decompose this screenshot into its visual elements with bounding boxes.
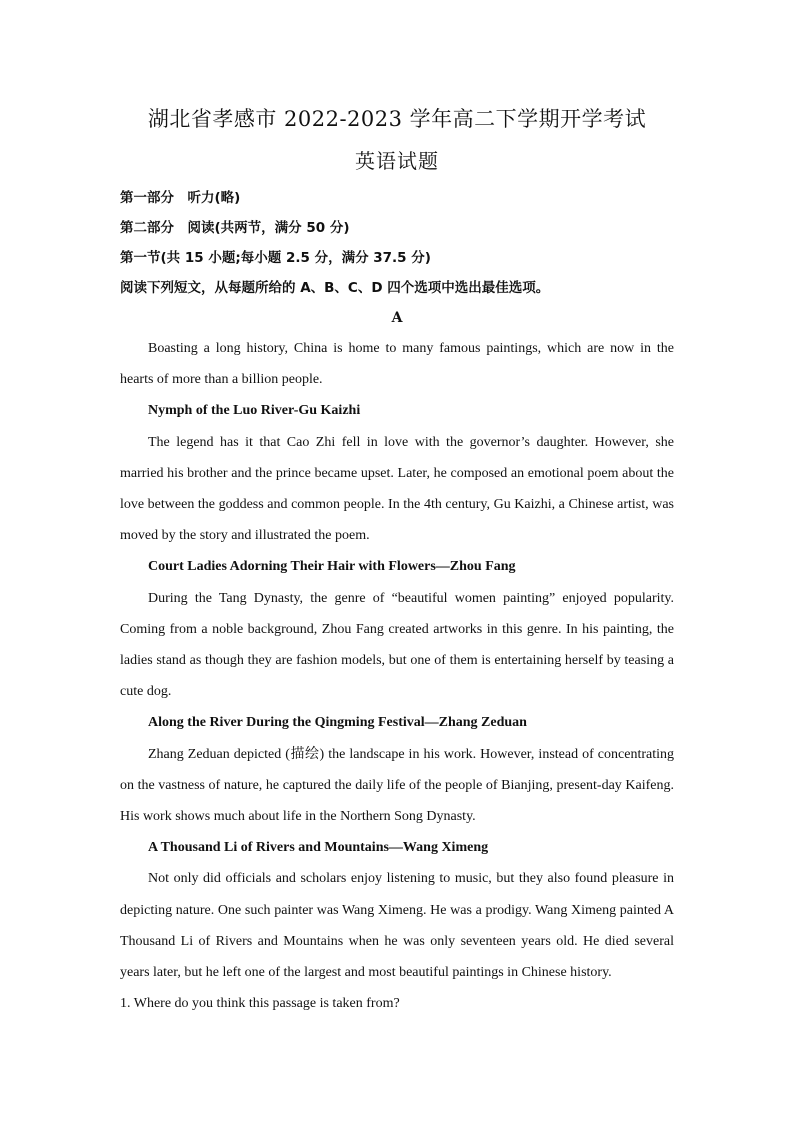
painting-heading: Court Ladies Adorning Their Hair with Flowers—Zhou Fang [148,559,516,575]
exam-subtitle: 英语试题 [355,149,439,173]
painting-description: The legend has it that Cao Zhi fell in love with the governor’s daughter. However, she married his brother and the prince became upset. Later, he composed an emotional poem about the love between the goddess and common people. In the 4th century, Gu Kaizhi, a Chinese artist, was moved by the story and illustrated the poem. [120,434,674,544]
painting-heading: Nymph of the Luo River-Gu Kaizhi [148,403,361,419]
painting-description: During the Tang Dynasty, the genre of “beautiful women painting” enjoyed popularity. Coming from a noble background, Zhou Fang created artworks in this genre. In his painting, the ladies stand as though they are fashion models, but one of them is entertaining herself by teasing a cute dog. [120,590,674,700]
painting-heading: A Thousand Li of Rivers and Mountains—Wang Ximeng [148,840,489,856]
question-1: 1. Where do you think this passage is taken from? [120,996,400,1012]
section-subpart-one: 第一节(共 15 小题;每小题 2.5 分，满分 37.5 分) [120,250,431,266]
passage-label: A [391,310,403,326]
section-instructions: 阅读下列短文，从每题所给的 A、B、C、D 四个选项中选出最佳选项。 [120,280,550,296]
painting-description: Zhang Zeduan depicted (描绘) the landscape in his work. However, instead of concentrating on the vastness of nature, he captured the daily life of the people of Bianjing, present-day Kaifeng. His work shows much about life in the Northern Song Dynasty. [120,746,674,825]
painting-description: Not only did officials and scholars enjoy listening to music, but they also found pleasure in depicting nature. One such painter was Wang Ximeng. He was a prodigy. Wang Ximeng painted A Thousand Li of Rivers and Mountains when he was only seventeen years old. He died several years later, but he left one of the largest and most beautiful paintings in Chinese history. [120,871,674,981]
exam-title: 湖北省孝感市 2022-2023 学年高二下学期开学考试 [147,107,647,131]
exam-body [120,183,674,1019]
painting-heading: Along the River During the Qingming Festival—Zhang Zeduan [148,715,527,731]
section-part-one: 第一部分 听力(略) [120,190,241,206]
section-part-two: 第二部分 阅读(共两节，满分 50 分) [120,220,350,236]
passage-intro: Boasting a long history, China is home to many famous paintings, which are now in the hearts of more than a billion people. [120,341,674,388]
